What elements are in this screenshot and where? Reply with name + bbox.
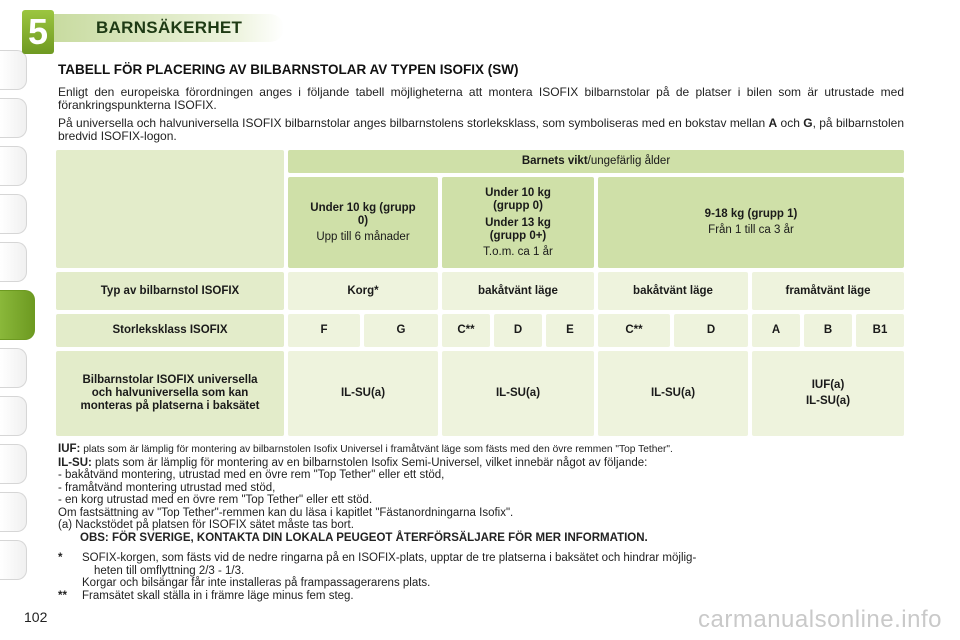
size-class-paragraph xyxy=(58,117,904,143)
text: och xyxy=(777,116,804,130)
size-cell: E xyxy=(546,314,594,347)
seat-cell: IL-SU(a) xyxy=(442,351,594,436)
bullet-item: - en korg utrustad med en övre rem "Top Tether" eller ett stöd. xyxy=(58,494,373,506)
section-title: TABELL FÖR PLACERING AV BILBARNSTOLAR AV TYPEN ISOFIX (SW) xyxy=(58,62,519,77)
chapter-tabs xyxy=(0,50,36,588)
chapter-tab[interactable] xyxy=(0,242,27,282)
bullet-item: - bakåtvänd montering, utrustad med en övre rem "Top Tether" eller ett stöd, xyxy=(58,469,445,481)
type-cell: framåtvänt läge xyxy=(752,272,904,310)
size-cell: C** xyxy=(442,314,490,347)
isofix-table xyxy=(56,150,904,436)
footnote-star xyxy=(58,552,908,590)
chapter-tab[interactable] xyxy=(0,146,27,186)
chapter-title: BARNSÄKERHET xyxy=(96,18,243,37)
seat-row-label: Bilbarnstolar ISOFIX universella och halvuniversella som kan monteras på platserna i baksätet xyxy=(56,351,284,436)
type-row-label: Typ av bilbarnstol ISOFIX xyxy=(56,272,284,310)
size-cell: B xyxy=(804,314,852,347)
type-cell: bakåtvänt läge xyxy=(598,272,748,310)
group-sub: T.o.m. ca 1 år xyxy=(483,245,553,258)
chapter-tab[interactable] xyxy=(0,194,27,234)
group-sub: Från 1 till ca 3 år xyxy=(708,224,794,236)
weight-header-rest: /ungefärlig ålder xyxy=(587,155,671,167)
chapter-tab[interactable] xyxy=(0,98,27,138)
seat-value: IUF(a) xyxy=(811,379,845,391)
size-cell: B1 xyxy=(856,314,904,347)
size-cell: D xyxy=(494,314,542,347)
size-cell: A xyxy=(752,314,800,347)
group-title-2: Under 13 kg (grupp 0+) xyxy=(485,216,551,242)
footnote-line: Korgar och bilsängar får inte installeras på frampassagerarens plats. xyxy=(82,577,431,589)
group-0plus-header xyxy=(442,177,594,268)
iuf-text: plats som är lämplig för montering av bilbarnstolen Isofix Universel i framåtvänt läge som fästs med den övre remmen "Top Tether". xyxy=(80,444,673,455)
group-1-header xyxy=(598,177,904,268)
chapter-tab[interactable] xyxy=(0,444,27,484)
seat-cell-forward xyxy=(752,351,904,436)
footnote-line: SOFIX-korgen, som fästs vid de nedre ringarna på en ISOFIX-plats, upptar de tre platserna i baksätet och hindrar möjlig- xyxy=(82,552,697,564)
note-a: (a) Nackstödet på platsen för ISOFIX sätet måste tas bort. xyxy=(58,519,354,531)
chapter-tab[interactable] xyxy=(0,492,27,532)
group-title: Under 10 kg (grupp 0) xyxy=(310,201,416,227)
intro-paragraph: Enligt den europeiska förordningen anges i följande tabell möjligheterna att montera ISOFIX bilbarnstolar på de platser i bilen som är utrustade med förankringspunkterna ISOFIX. xyxy=(58,85,904,112)
seat-value: IL-SU(a) xyxy=(805,395,851,407)
group-0-header xyxy=(288,177,438,268)
size-cell: D xyxy=(674,314,748,347)
iuf-key: IUF: xyxy=(58,443,81,455)
footnote-double-star xyxy=(58,590,908,603)
chapter-tab[interactable] xyxy=(0,396,27,436)
seat-cell: IL-SU(a) xyxy=(598,351,748,436)
weight-header-bold: Barnets vikt xyxy=(521,155,588,167)
type-cell: Korg* xyxy=(288,272,438,310)
footnote-key: * xyxy=(58,552,63,564)
ilsu-key: IL-SU: xyxy=(58,456,92,469)
size-row-label: Storleksklass ISOFIX xyxy=(56,314,284,347)
footnote-line: Framsätet skall ställa in i främre läge minus fem steg. xyxy=(82,589,354,602)
footnote-key: ** xyxy=(58,589,67,602)
ilsu-text: plats som är lämplig för montering av en bilbarnstolen Isofix Semi-Universel, vilket innebär något av följande: xyxy=(91,456,648,469)
footnote-line: heten till omflyttning 2/3 - 1/3. xyxy=(94,564,245,577)
obs-note: OBS: FÖR SVERIGE, KONTAKTA DIN LOKALA PEUGEOT ÅTERFÖRSÄLJARE FÖR MER INFORMATION. xyxy=(80,531,648,544)
watermark: carmanualsonline.info xyxy=(698,606,942,633)
table-corner xyxy=(56,150,284,268)
seat-cell: IL-SU(a) xyxy=(288,351,438,436)
chapter-tab[interactable] xyxy=(0,348,27,388)
letter-a: A xyxy=(768,116,778,130)
chapter-tab[interactable] xyxy=(0,540,27,580)
group-title: Under 10 kg (grupp 0) xyxy=(485,186,551,212)
page-number: 102 xyxy=(24,609,48,625)
group-sub: Upp till 6 månader xyxy=(316,230,410,243)
size-cell: C** xyxy=(598,314,670,347)
chapter-tab[interactable] xyxy=(0,50,27,90)
footnotes xyxy=(58,552,908,602)
bullet-item: - framåtvänd montering utrustad med stöd, xyxy=(58,481,276,494)
group-title: 9-18 kg (grupp 1) xyxy=(704,208,798,220)
size-cell: F xyxy=(288,314,360,347)
legend-notes xyxy=(58,443,908,544)
tether-note: Om fastsättning av "Top Tether"-remmen kan du läsa i kapitlet "Fästanordningarna Isofix". xyxy=(58,506,514,519)
chapter-tab-active[interactable] xyxy=(0,290,35,340)
text: På universella och halvuniversella ISOFIX bilbarnstolar anges bilbarnstolens storleksklass, som symboliseras med en bokstav mellan xyxy=(58,116,769,130)
type-cell: bakåtvänt läge xyxy=(442,272,594,310)
size-cell: G xyxy=(364,314,438,347)
weight-header xyxy=(288,150,904,173)
letter-g: G xyxy=(803,116,813,130)
chapter-number: 5 xyxy=(22,10,54,54)
text: , på bilbarnstolen bredvid ISOFIX-logon. xyxy=(58,116,904,143)
